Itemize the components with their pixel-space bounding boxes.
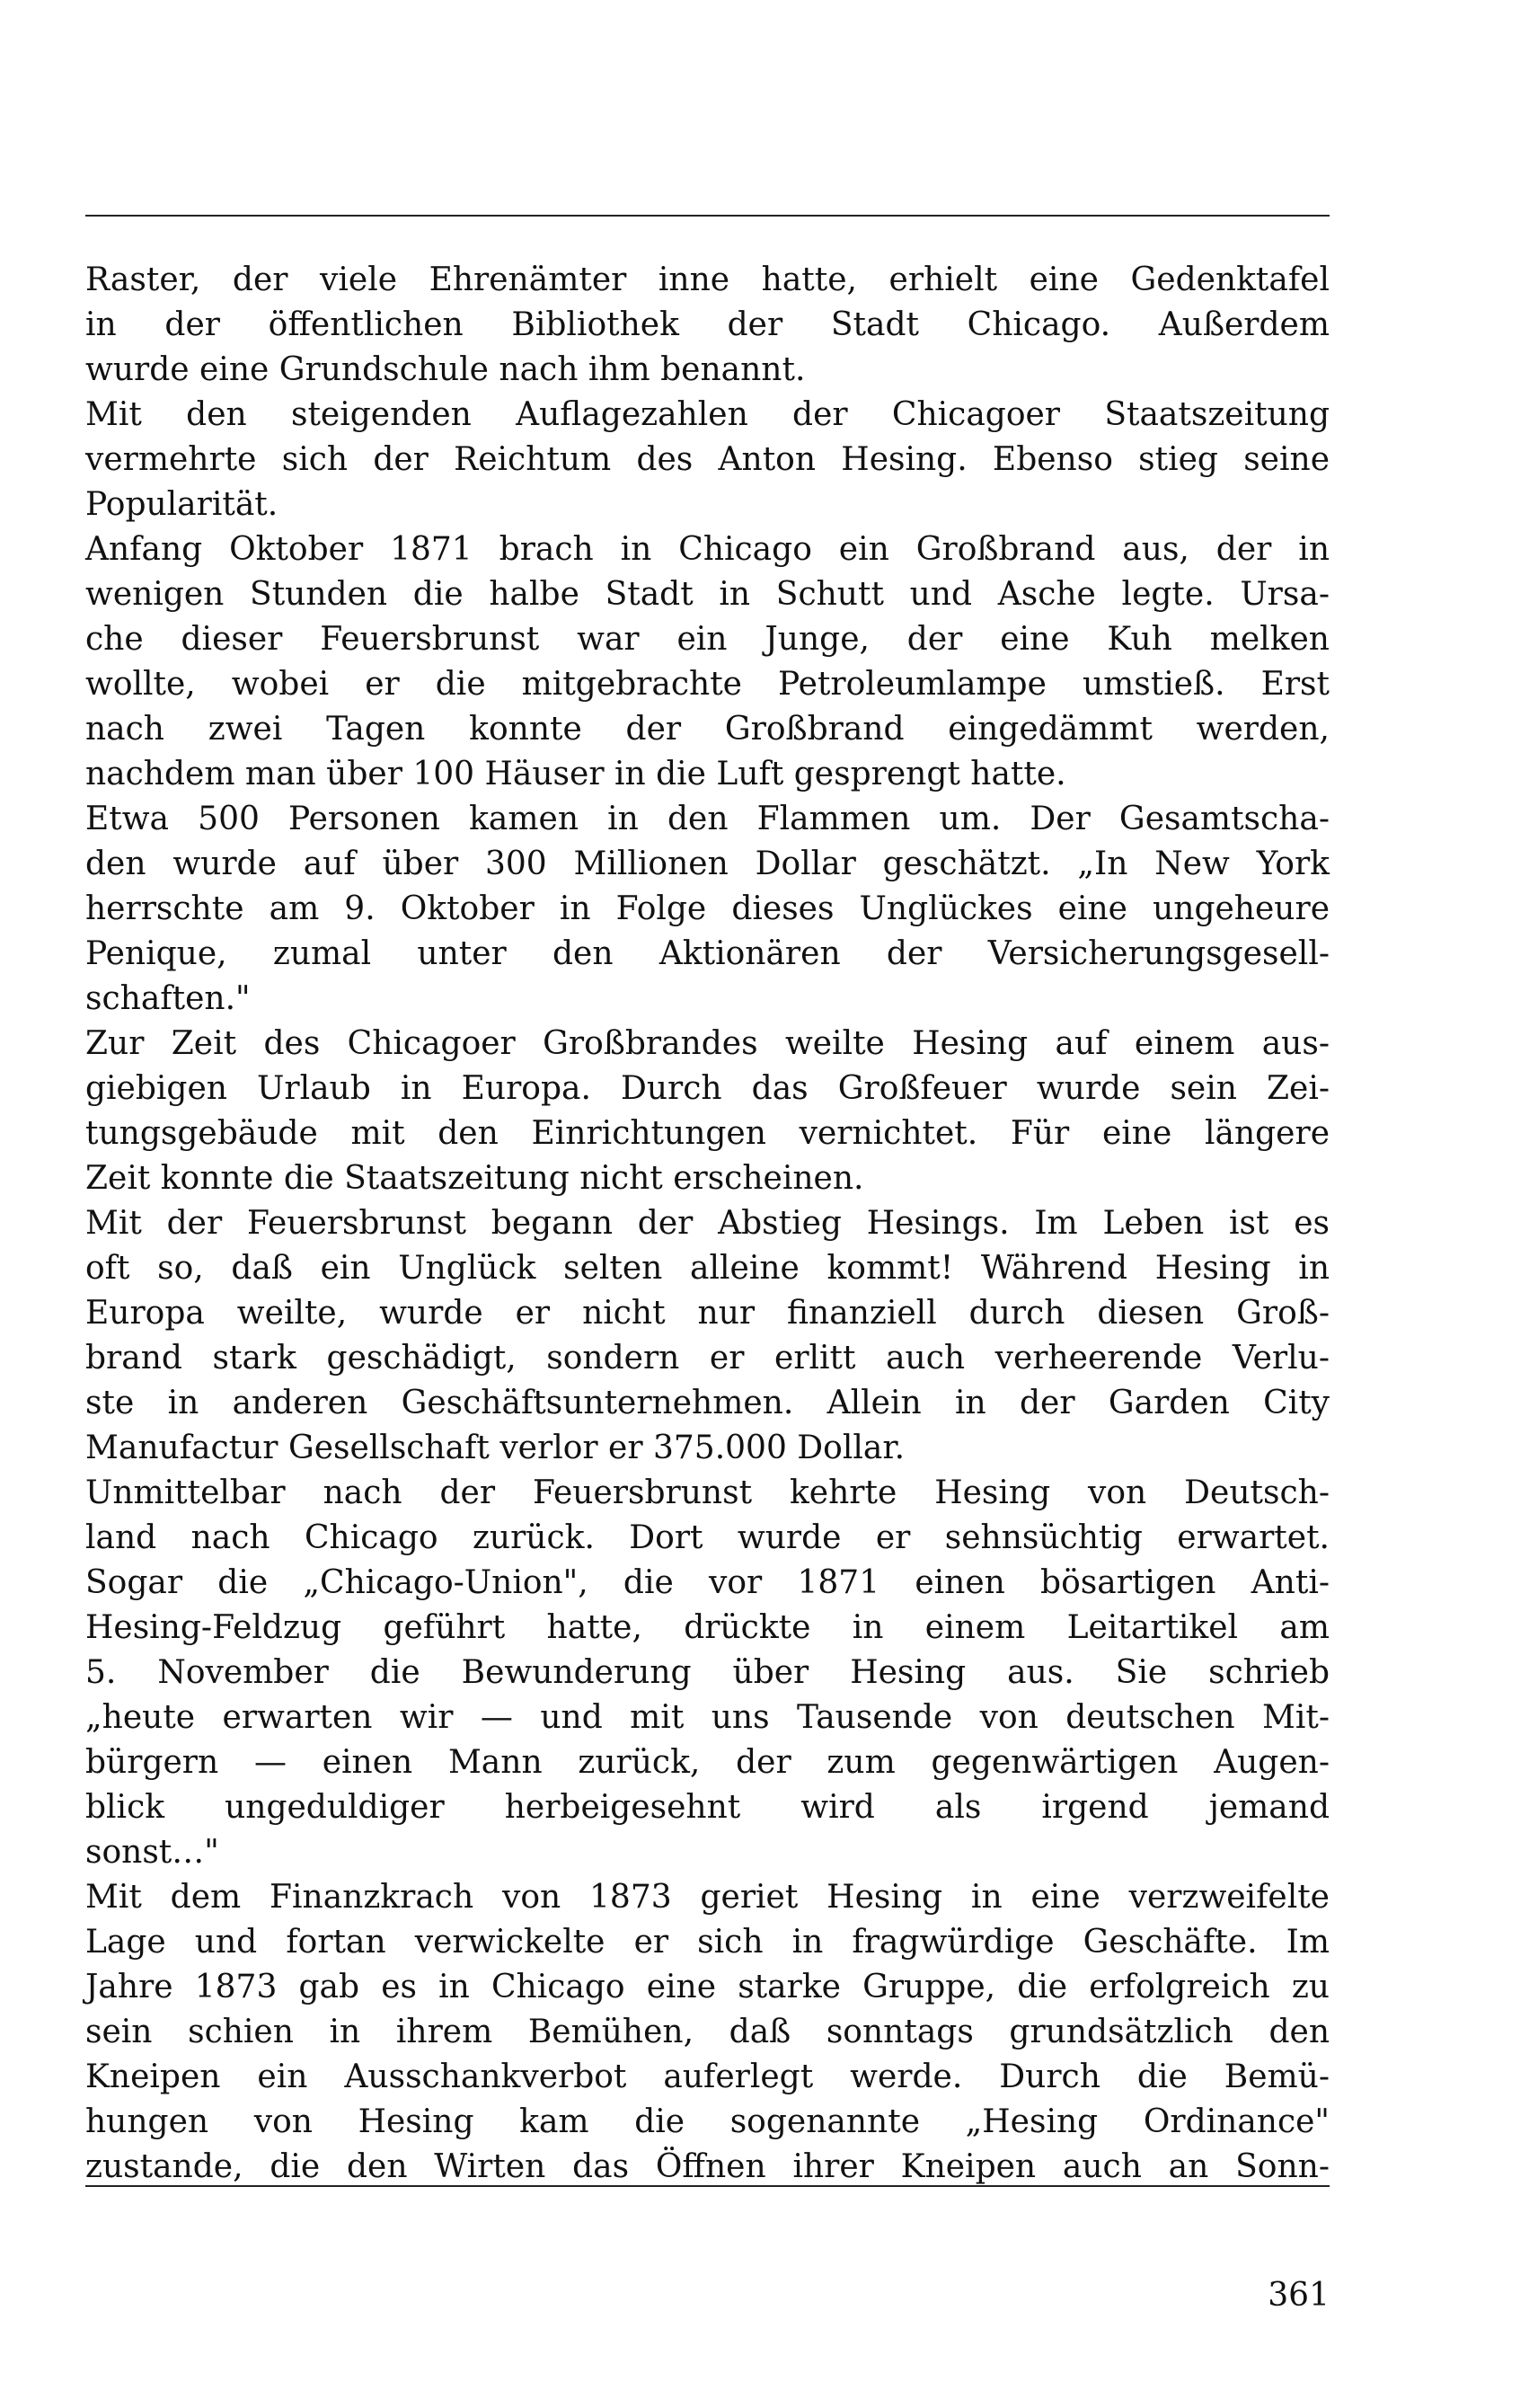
text-line: Europa weilte, wurde er nicht nur finanziell durch diesen Groß- — [85, 1295, 1330, 1332]
text-line: hungen von Hesing kam die sogenannte „Hesing Ordinance" — [85, 2103, 1330, 2140]
text-line: 5. November die Bewunderung über Hesing aus. Sie schrieb — [85, 1654, 1330, 1691]
text-line: Sogar die „Chicago-Union", die vor 1871 einen bösartigen Anti- — [85, 1564, 1330, 1601]
text-line: sein schien in ihrem Bemühen, daß sonntags grundsätzlich den — [85, 2014, 1330, 2050]
header-rule — [85, 215, 1330, 217]
text-line: Lage und fortan verwickelte er sich in fragwürdige Geschäfte. Im — [85, 1924, 1330, 1961]
text-line: Unmittelbar nach der Feuersbrunst kehrte Hesing von Deutsch- — [85, 1474, 1330, 1511]
text-line: zustande, die den Wirten das Öffnen ihrer Kneipen auch an Sonn- — [85, 2148, 1330, 2185]
page-number: 361 — [1268, 2277, 1330, 2314]
text-line: Mit der Feuersbrunst begann der Abstieg Hesings. Im Leben ist es — [85, 1205, 1330, 1242]
text-line: den wurde auf über 300 Millionen Dollar geschätzt. „In New York — [85, 845, 1330, 882]
text-line: „heute erwarten wir — und mit uns Tausende von deutschen Mit- — [85, 1699, 1330, 1736]
text-line: Zeit konnte die Staatszeitung nicht erscheinen. — [85, 1160, 864, 1197]
text-line: wurde eine Grundschule nach ihm benannt. — [85, 351, 806, 388]
footer-rule — [85, 2185, 1330, 2187]
text-line: nachdem man über 100 Häuser in die Luft gesprengt hatte. — [85, 756, 1066, 792]
text-line: Kneipen ein Ausschankverbot auferlegt werde. Durch die Bemü- — [85, 2058, 1330, 2095]
text-line: Penique, zumal unter den Aktionären der Versicherungsgesell- — [85, 935, 1330, 972]
text-line: Manufactur Gesellschaft verlor er 375.000 Dollar. — [85, 1430, 906, 1466]
text-line: Hesing-Feldzug geführt hatte, drückte in einem Leitartikel am — [85, 1609, 1330, 1646]
text-line: che dieser Feuersbrunst war ein Junge, der eine Kuh melken — [85, 621, 1330, 658]
text-line: nach zwei Tagen konnte der Großbrand eingedämmt werden, — [85, 711, 1330, 748]
text-line: giebigen Urlaub in Europa. Durch das Großfeuer wurde sein Zei- — [85, 1070, 1330, 1107]
text-line: brand stark geschädigt, sondern er erlitt auch verheerende Verlu- — [85, 1340, 1330, 1377]
text-line: Anfang Oktober 1871 brach in Chicago ein Großbrand aus, der in — [85, 531, 1330, 568]
text-line: Etwa 500 Personen kamen in den Flammen um. Der Gesamtscha- — [85, 801, 1330, 837]
text-line: vermehrte sich der Reichtum des Anton Hesing. Ebenso stieg seine — [85, 441, 1330, 478]
text-line: Raster, der viele Ehrenämter inne hatte, erhielt eine Gedenktafel — [85, 261, 1330, 298]
text-line: blick ungeduldiger herbeigesehnt wird als irgend jemand — [85, 1789, 1330, 1826]
text-line: ste in anderen Geschäftsunternehmen. Allein in der Garden City — [85, 1385, 1330, 1421]
text-line: wollte, wobei er die mitgebrachte Petroleumlampe umstieß. Erst — [85, 666, 1330, 703]
text-line: Mit den steigenden Auflagezahlen der Chicagoer Staatszeitung — [85, 396, 1330, 433]
text-line: land nach Chicago zurück. Dort wurde er sehnsüchtig erwartet. — [85, 1519, 1330, 1556]
text-line: herrschte am 9. Oktober in Folge dieses Unglückes eine ungeheure — [85, 890, 1330, 927]
text-line: schaften." — [85, 980, 251, 1017]
text-line: in der öffentlichen Bibliothek der Stadt Chicago. Außerdem — [85, 306, 1330, 343]
text-line: bürgern — einen Mann zurück, der zum gegenwärtigen Augen- — [85, 1744, 1330, 1781]
text-line: Jahre 1873 gab es in Chicago eine starke Gruppe, die erfolgreich zu — [85, 1969, 1330, 2005]
text-line: tungsgebäude mit den Einrichtungen vernichtet. Für eine längere — [85, 1115, 1330, 1152]
text-line: wenigen Stunden die halbe Stadt in Schutt und Asche legte. Ursa- — [85, 576, 1330, 613]
body-text — [85, 258, 1330, 2190]
text-line: Popularität. — [85, 486, 278, 523]
text-line: Zur Zeit des Chicagoer Großbrandes weilte Hesing auf einem aus- — [85, 1025, 1330, 1062]
text-line: sonst…" — [85, 1834, 219, 1871]
text-line: Mit dem Finanzkrach von 1873 geriet Hesing in eine verzweifelte — [85, 1879, 1330, 1916]
text-line: oft so, daß ein Unglück selten alleine kommt! Während Hesing in — [85, 1250, 1330, 1287]
